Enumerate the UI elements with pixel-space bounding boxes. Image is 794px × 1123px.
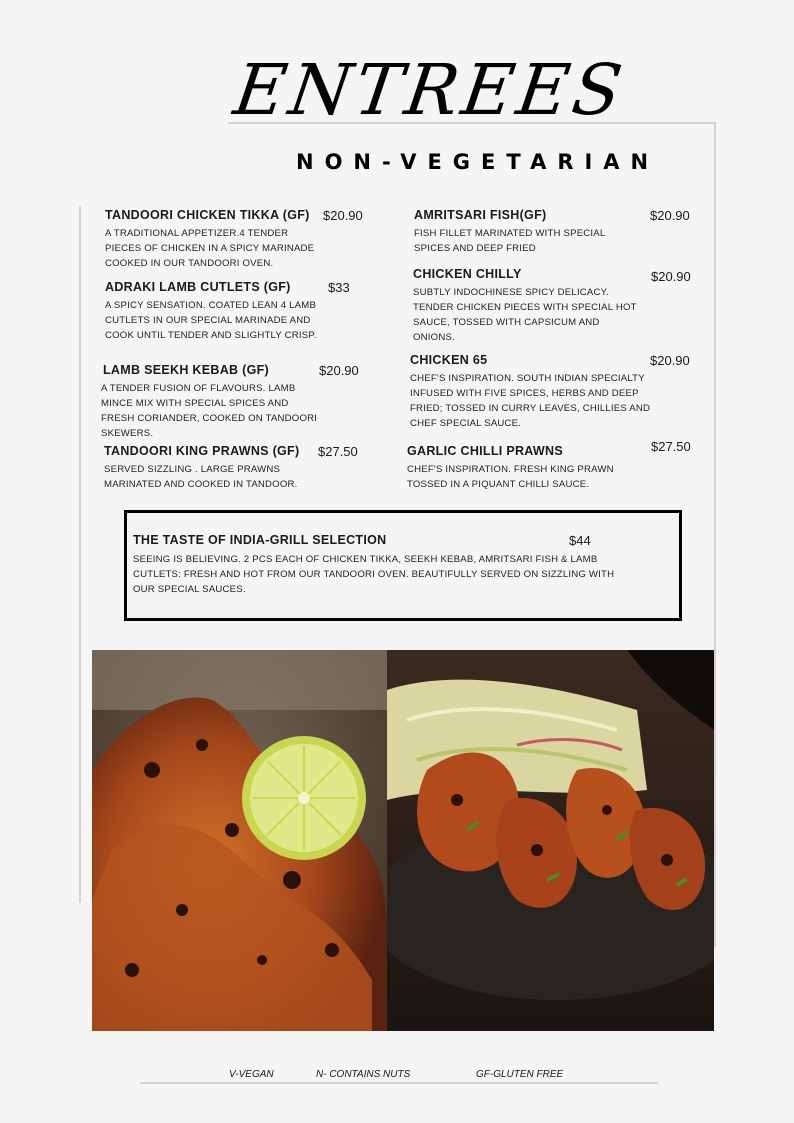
menu-item-price: $20.90 <box>650 208 690 223</box>
page-title: ENTREES <box>229 49 631 131</box>
menu-item-description: SUBTLY INDOCHINESE SPICY DELICACY. TENDER CHICKEN PIECES WITH SPECIAL HOT SAUCE, TOSSED WITH CAPSICUM AND ONIONS. <box>413 287 637 343</box>
menu-item-tandoori-chicken-tikka <box>105 208 370 270</box>
special-grill-selection-box <box>124 510 682 621</box>
menu-item-chicken-65 <box>410 353 700 429</box>
menu-item-description: CHEF'S INSPIRATION. SOUTH INDIAN SPECIALTY INFUSED WITH FIVE SPICES, HERBS AND DEEP FRIED; TOSSED IN CURRY LEAVES, CHILLIES AND CHEF SPECIAL SAUCE. <box>410 373 651 429</box>
legend-vegan: V-VEGAN <box>229 1069 274 1080</box>
tandoori-chicken-photo <box>92 650 387 1031</box>
menu-item-name: ADRAKI LAMB CUTLETS (GF) <box>105 280 291 294</box>
menu-item-description: FISH FILLET MARINATED WITH SPECIAL SPICES AND DEEP FRIED <box>414 228 606 254</box>
menu-item-price: $27.50 <box>318 444 358 459</box>
menu-item-description: SERVED SIZZLING . LARGE PRAWNS MARINATED AND COOKED IN TANDOOR. <box>104 464 298 490</box>
menu-item-name: CHICKEN CHILLY <box>413 267 522 281</box>
menu-item-price: $20.90 <box>651 269 691 284</box>
menu-item-chicken-chilly <box>413 267 698 343</box>
special-description: SEEING IS BELIEVING. 2 PCS EACH OF CHICKEN TIKKA, SEEKH KEBAB, AMRITSARI FISH & LAMB CUTLETS: FRESH AND HOT FROM OUR TANDOORI OVEN. BEAUTIFULLY SERVED ON SIZZLING WITH OUR SPECIAL SAUCES. <box>133 554 615 595</box>
menu-item-name: TANDOORI CHICKEN TIKKA (GF) <box>105 208 310 222</box>
menu-item-price: $20.90 <box>650 353 690 368</box>
menu-item-name: TANDOORI KING PRAWNS (GF) <box>104 444 300 458</box>
menu-item-name: AMRITSARI FISH(GF) <box>414 208 547 222</box>
prawns-sizzler-photo <box>387 650 714 1031</box>
special-name: THE TASTE OF INDIA-GRILL SELECTION <box>133 533 387 547</box>
menu-item-description: A TENDER FUSION OF FLAVOURS. LAMB MINCE MIX WITH SPECIAL SPICES AND FRESH CORIANDER, COOKED ON TANDOORI SKEWERS. <box>101 383 318 439</box>
legend-nuts: N- CONTAINS NUTS <box>316 1069 411 1080</box>
menu-item-amritsari-fish <box>414 208 699 256</box>
menu-item-adraki-lamb-cutlets <box>105 280 370 356</box>
menu-item-description: A TRADITIONAL APPETIZER.4 TENDER PIECES OF CHICKEN IN A SPICY MARINADE COOKED IN OUR TANDOORI OVEN. <box>105 228 315 269</box>
special-price: $44 <box>569 533 591 548</box>
menu-item-name: GARLIC CHILLI PRAWNS <box>407 444 563 458</box>
menu-item-description: CHEF'S INSPIRATION. FRESH KING PRAWN TOSSED IN A PIQUANT CHILLI SAUCE. <box>407 464 614 490</box>
footer-divider <box>140 1082 658 1084</box>
frame-left-line <box>79 205 81 903</box>
menu-item-name: CHICKEN 65 <box>410 353 488 367</box>
menu-item-garlic-chilli-prawns <box>407 439 697 490</box>
menu-item-name: LAMB SEEKH KEBAB (GF) <box>103 363 270 377</box>
menu-item-tandoori-king-prawns <box>104 444 369 490</box>
menu-item-price: $27.50 <box>651 439 691 454</box>
menu-item-price: $20.90 <box>319 363 359 378</box>
frame-right-line <box>714 122 716 947</box>
menu-item-lamb-seekh-kebab <box>101 363 371 439</box>
section-subtitle: NON-VEGETARIAN <box>296 150 660 174</box>
legend-gluten-free: GF-GLUTEN FREE <box>476 1069 564 1080</box>
menu-item-price: $33 <box>328 280 350 295</box>
menu-item-price: $20.90 <box>323 208 363 223</box>
menu-item-description: A SPICY SENSATION. COATED LEAN 4 LAMB CUTLETS IN OUR SPECIAL MARINADE AND COOK UNTIL TENDER AND SLIGHTLY CRISP. <box>105 300 317 341</box>
